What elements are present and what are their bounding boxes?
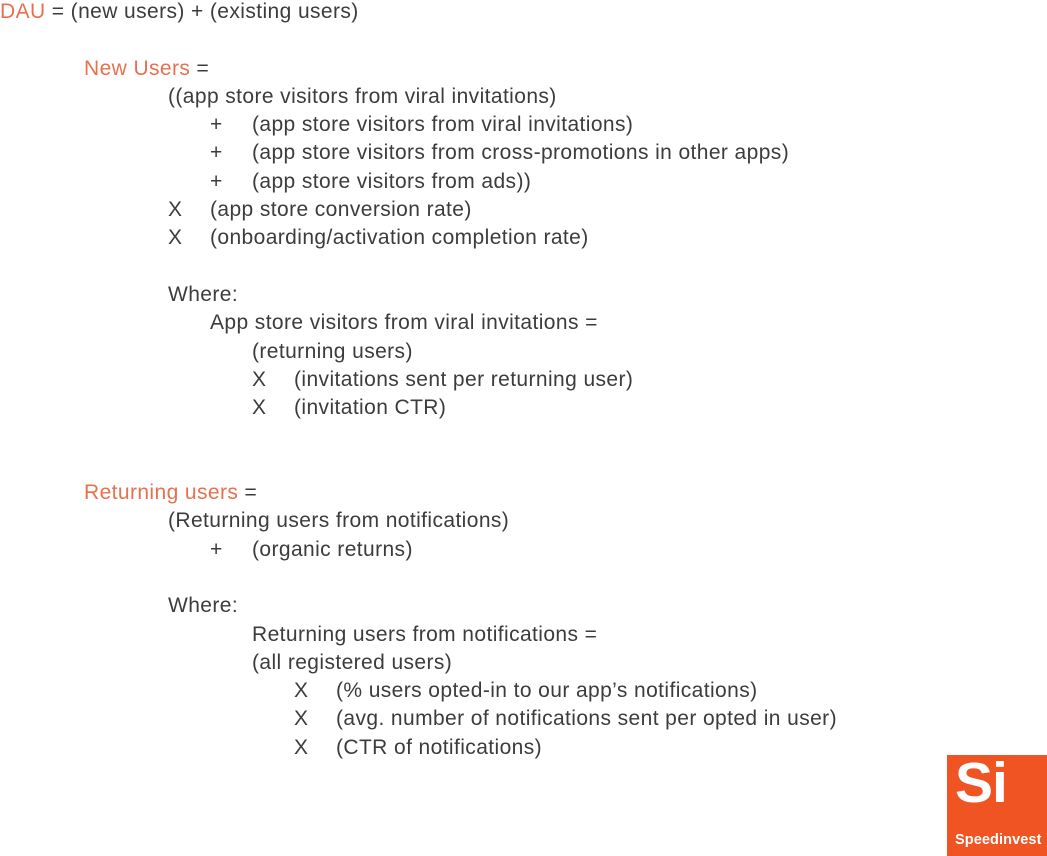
formula-text: =: [190, 56, 210, 80]
formula-line: [0, 55, 1047, 83]
formula-line: [0, 338, 1047, 366]
accent-term: DAU: [0, 0, 46, 23]
operator-multiply: X: [294, 679, 309, 703]
formula-line: [0, 734, 1047, 762]
formula-text: Where:: [168, 282, 239, 306]
formula-text: = (new users) + (existing users): [45, 0, 359, 23]
formula-text: (CTR of notifications): [336, 735, 543, 759]
formula-text: (returning users): [252, 339, 413, 363]
blank-line: [0, 253, 1047, 281]
speedinvest-logo: [947, 751, 1047, 856]
formula-text: (invitation CTR): [294, 396, 447, 420]
formula-text: (Returning users from notifications): [168, 509, 510, 533]
formula-line: [0, 621, 1047, 649]
formula-text: (app store visitors from cross-promotions in other apps): [252, 141, 790, 165]
formula-text: Returning users from notifications =: [252, 622, 598, 646]
blank-line: [0, 26, 1047, 54]
accent-term: Returning users: [84, 481, 239, 505]
formula-text: ((app store visitors from viral invitations): [168, 84, 557, 108]
formula-line: [0, 281, 1047, 309]
logo-wordmark: Speedinvest: [955, 832, 1042, 848]
formula-line: [0, 536, 1047, 564]
operator-multiply: X: [294, 735, 309, 759]
formula-line: [0, 111, 1047, 139]
formula-line: [0, 507, 1047, 535]
formula-text: App store visitors from viral invitations =: [210, 311, 598, 335]
formula-text: (app store visitors from viral invitations): [252, 113, 634, 137]
formula-line: [0, 394, 1047, 422]
formula-line: [0, 196, 1047, 224]
formula-text: (app store conversion rate): [210, 198, 472, 222]
formula-text: (all registered users): [252, 650, 453, 674]
formula-line: [0, 224, 1047, 252]
formula-line: [0, 677, 1047, 705]
blank-line: [0, 451, 1047, 479]
formula-text: (avg. number of notifications sent per opted in user): [336, 707, 837, 731]
operator-plus: +: [210, 169, 223, 193]
operator-plus: +: [210, 113, 223, 137]
formula-line: [0, 649, 1047, 677]
operator-multiply: X: [252, 396, 267, 420]
formula-text: (% users opted-in to our app’s notifications): [336, 679, 758, 703]
formula-text: Where:: [168, 594, 239, 618]
operator-multiply: X: [168, 198, 183, 222]
blank-line: [0, 564, 1047, 592]
operator-multiply: X: [294, 707, 309, 731]
blank-line: [0, 422, 1047, 450]
formula-line: [0, 139, 1047, 167]
logo-monogram: Si: [955, 751, 1007, 815]
accent-term: New Users: [84, 56, 191, 80]
formula-line: [0, 168, 1047, 196]
formula-line: [0, 592, 1047, 620]
operator-multiply: X: [252, 367, 267, 391]
operator-multiply: X: [168, 226, 183, 250]
formula-text: (organic returns): [252, 537, 413, 561]
formula-line: [0, 0, 1047, 26]
operator-plus: +: [210, 537, 223, 561]
formula-line: [0, 309, 1047, 337]
formula-line: [0, 705, 1047, 733]
formula-line: [0, 366, 1047, 394]
formula-text: (app store visitors from ads)): [252, 169, 532, 193]
operator-plus: +: [210, 141, 223, 165]
formula-text: (onboarding/activation completion rate): [210, 226, 589, 250]
formula-line: [0, 83, 1047, 111]
formula-text: =: [238, 481, 258, 505]
formula-line: [0, 479, 1047, 507]
formula-text: (invitations sent per returning user): [294, 367, 634, 391]
